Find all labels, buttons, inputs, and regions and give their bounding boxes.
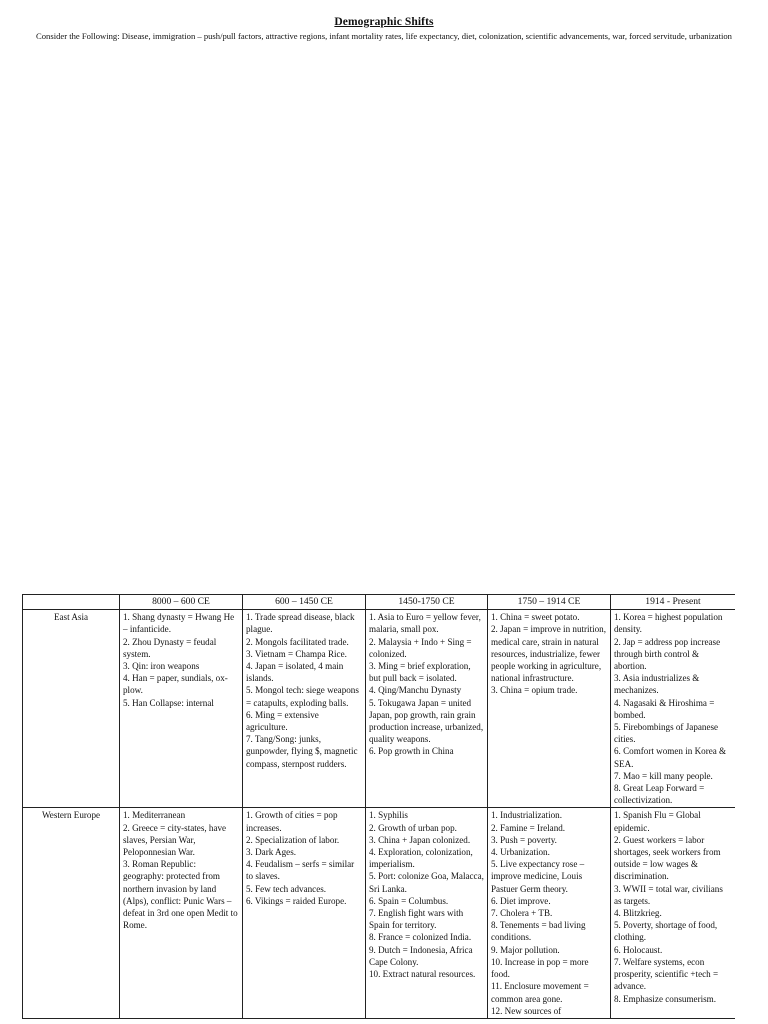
fact-item: 4. Feudalism – serfs = similar to slaves.	[246, 859, 355, 882]
fact-list	[614, 611, 732, 806]
header-cell-era-2: 600 – 1450 CE	[243, 595, 366, 610]
header-row	[23, 595, 736, 610]
fact-item: 3. Asia industrializes & mechanizes.	[614, 673, 700, 696]
fact-item: 4. Urbanization.	[491, 847, 550, 858]
fact-item: 2. Malaysia + Indo + Sing = colonized.	[369, 636, 472, 659]
fact-item: 8. Tenements = bad living conditions.	[491, 920, 586, 943]
fact-item: 3. Vietnam = Champa Rice.	[246, 648, 347, 659]
fact-item: 2. Specialization of labor.	[246, 834, 340, 845]
fact-item: 3. Roman Republic: geography: protected from northern invasion by land (Alps), conflict: Punic Wars – defeat in 3rd one open Medit to Rome.	[123, 859, 238, 931]
fact-item: 9. Major pollution.	[491, 944, 560, 955]
fact-item: 4. Blitzkrieg.	[614, 908, 662, 919]
fact-list	[123, 611, 239, 709]
fact-item: 1. Mediterranean	[123, 810, 186, 821]
era-cell	[243, 808, 366, 1018]
fact-item: 1. Industrialization.	[491, 810, 562, 821]
fact-item: 5. Tokugawa Japan = united Japan, pop growth, rain grain production increase, urbanized, quality weapons.	[369, 697, 484, 745]
fact-list	[491, 611, 607, 696]
fact-item: 6. Pop growth in China	[369, 746, 454, 757]
era-cell	[243, 610, 366, 808]
fact-item: 2. Famine = Ireland.	[491, 822, 566, 833]
fact-item: 2. Guest workers = labor shortages, seek workers from outside = low wages & discrimination.	[614, 834, 721, 882]
fact-item: 2. Jap = address pop increase through birth control & abortion.	[614, 636, 721, 672]
fact-list	[614, 809, 732, 1004]
table-body	[23, 610, 736, 1019]
fact-item: 7. Tang/Song: junks, gunpowder, flying $, magnetic compass, sternpost rudders.	[246, 734, 358, 769]
fact-item: 10. Extract natural resources.	[369, 969, 476, 980]
era-cell	[366, 610, 488, 808]
era-cell	[488, 610, 611, 808]
demographic-shifts-table	[22, 594, 735, 1019]
fact-item: 1. Korea = highest population density.	[614, 612, 723, 635]
table-row	[23, 808, 736, 1018]
era-cell	[488, 808, 611, 1018]
fact-item: 2. Greece = city-states, have slaves, Persian War, Peloponnesian War.	[123, 822, 227, 858]
fact-item: 5. Mongol tech: siege weapons = catapults, exploding balls.	[246, 685, 359, 708]
fact-item: 5. Poverty, shortage of food, clothing.	[614, 920, 718, 943]
fact-list	[491, 809, 607, 1016]
fact-item: 2. Zhou Dynasty = feudal system.	[123, 636, 217, 659]
fact-item: 3. China = opium trade.	[491, 685, 578, 696]
fact-item: 1. China = sweet potato.	[491, 612, 580, 623]
fact-item: 8. Emphasize consumerism.	[614, 993, 717, 1004]
fact-item: 4. Qing/Manchu Dynasty	[369, 685, 462, 696]
era-cell	[120, 808, 243, 1018]
fact-item: 4. Japan = isolated, 4 main islands.	[246, 661, 344, 684]
fact-item: 6. Spain = Columbus.	[369, 895, 449, 906]
fact-item: 7. Mao = kill many people.	[614, 770, 713, 781]
fact-item: 2. Growth of urban pop.	[369, 822, 457, 833]
fact-list	[123, 809, 239, 931]
document-subtitle: Consider the Following: Disease, immigration – push/pull factors, attractive regions, infant mortality rates, life expectancy, diet, colonization, scientific advancements, war, forced servitude, urbanization	[36, 31, 732, 41]
fact-item: 7. Cholera + TB.	[491, 908, 553, 919]
fact-item: 5. Few tech advances.	[246, 883, 327, 894]
fact-item: 3. China + Japan colonized.	[369, 834, 471, 845]
region-cell: Western Europe	[23, 808, 120, 1018]
fact-item: 1. Shang dynasty = Hwang He – infanticide.	[123, 612, 235, 635]
fact-item: 1. Asia to Euro = yellow fever, malaria, small pox.	[369, 612, 481, 635]
era-cell	[120, 610, 243, 808]
fact-item: 4. Exploration, colonization, imperialism.	[369, 847, 473, 870]
fact-list	[369, 809, 484, 980]
fact-item: 5. Han Collapse: internal	[123, 697, 214, 708]
fact-item: 7. English fight wars with Spain for territory.	[369, 908, 464, 931]
fact-item: 6. Comfort women in Korea & SEA.	[614, 746, 727, 769]
fact-item: 3. Ming = brief exploration, but pull back = isolated.	[369, 661, 471, 684]
table-container	[22, 594, 735, 1024]
fact-item: 2. Japan = improve in nutrition, medical care, strain in natural resources, industrialize, fewer people working in agriculture, national infrastructure.	[491, 624, 606, 684]
fact-item: 11. Enclosure movement = common area gone.	[491, 981, 589, 1004]
fact-item: 6. Diet improve.	[491, 895, 551, 906]
header-cell-era-4: 1750 – 1914 CE	[488, 595, 611, 610]
fact-item: 6. Vikings = raided Europe.	[246, 895, 347, 906]
fact-list	[369, 611, 484, 757]
fact-item: 5. Port: colonize Goa, Malacca, Sri Lanka.	[369, 871, 484, 894]
header-cell-era-5: 1914 - Present	[611, 595, 736, 610]
region-cell: East Asia	[23, 610, 120, 808]
fact-item: 1. Spanish Flu = Global epidemic.	[614, 810, 701, 833]
fact-list	[246, 809, 362, 907]
fact-item: 3. Push = poverty.	[491, 834, 557, 845]
fact-item: 6. Holocaust.	[614, 944, 663, 955]
fact-item: 4. Han = paper, sundials, ox-plow.	[123, 673, 228, 696]
fact-item: 8. France = colonized India.	[369, 932, 472, 943]
header-cell-region	[23, 595, 120, 610]
fact-item: 8. Great Leap Forward = collectivization.	[614, 783, 705, 806]
header-cell-era-3: 1450-1750 CE	[366, 595, 488, 610]
era-cell	[611, 808, 736, 1018]
fact-item: 12. New sources of	[491, 1005, 562, 1016]
fact-item: 3. Qin: iron weapons	[123, 661, 200, 672]
fact-item: 9. Dutch = Indonesia, Africa Cape Colony.	[369, 944, 473, 967]
fact-item: 1. Syphilis	[369, 810, 408, 821]
fact-item: 5. Firebombings of Japanese cities.	[614, 722, 719, 745]
fact-item: 4. Nagasaki & Hiroshima = bombed.	[614, 697, 715, 720]
era-cell	[611, 610, 736, 808]
era-cell	[366, 808, 488, 1018]
fact-item: 10. Increase in pop = more food.	[491, 956, 589, 980]
header-cell-era-1: 8000 – 600 CE	[120, 595, 243, 610]
fact-list	[246, 611, 362, 770]
fact-item: 1. Trade spread disease, black plague.	[246, 612, 355, 635]
fact-item: 3. WWII = total war, civilians as targets.	[614, 883, 723, 906]
fact-item: 5. Live expectancy rose – improve medicine, Louis Pastuer Germ theory.	[491, 859, 585, 894]
fact-item: 3. Dark Ages.	[246, 847, 297, 858]
fact-item: 2. Mongols facilitated trade.	[246, 636, 349, 647]
fact-item: 1. Growth of cities = pop increases.	[246, 810, 338, 833]
table-row	[23, 610, 736, 808]
fact-item: 6. Ming = extensive agriculture.	[246, 709, 319, 733]
document-title: Demographic Shifts	[334, 16, 434, 28]
fact-item: 7. Welfare systems, econ prosperity, scientific +tech = advance.	[614, 956, 719, 992]
